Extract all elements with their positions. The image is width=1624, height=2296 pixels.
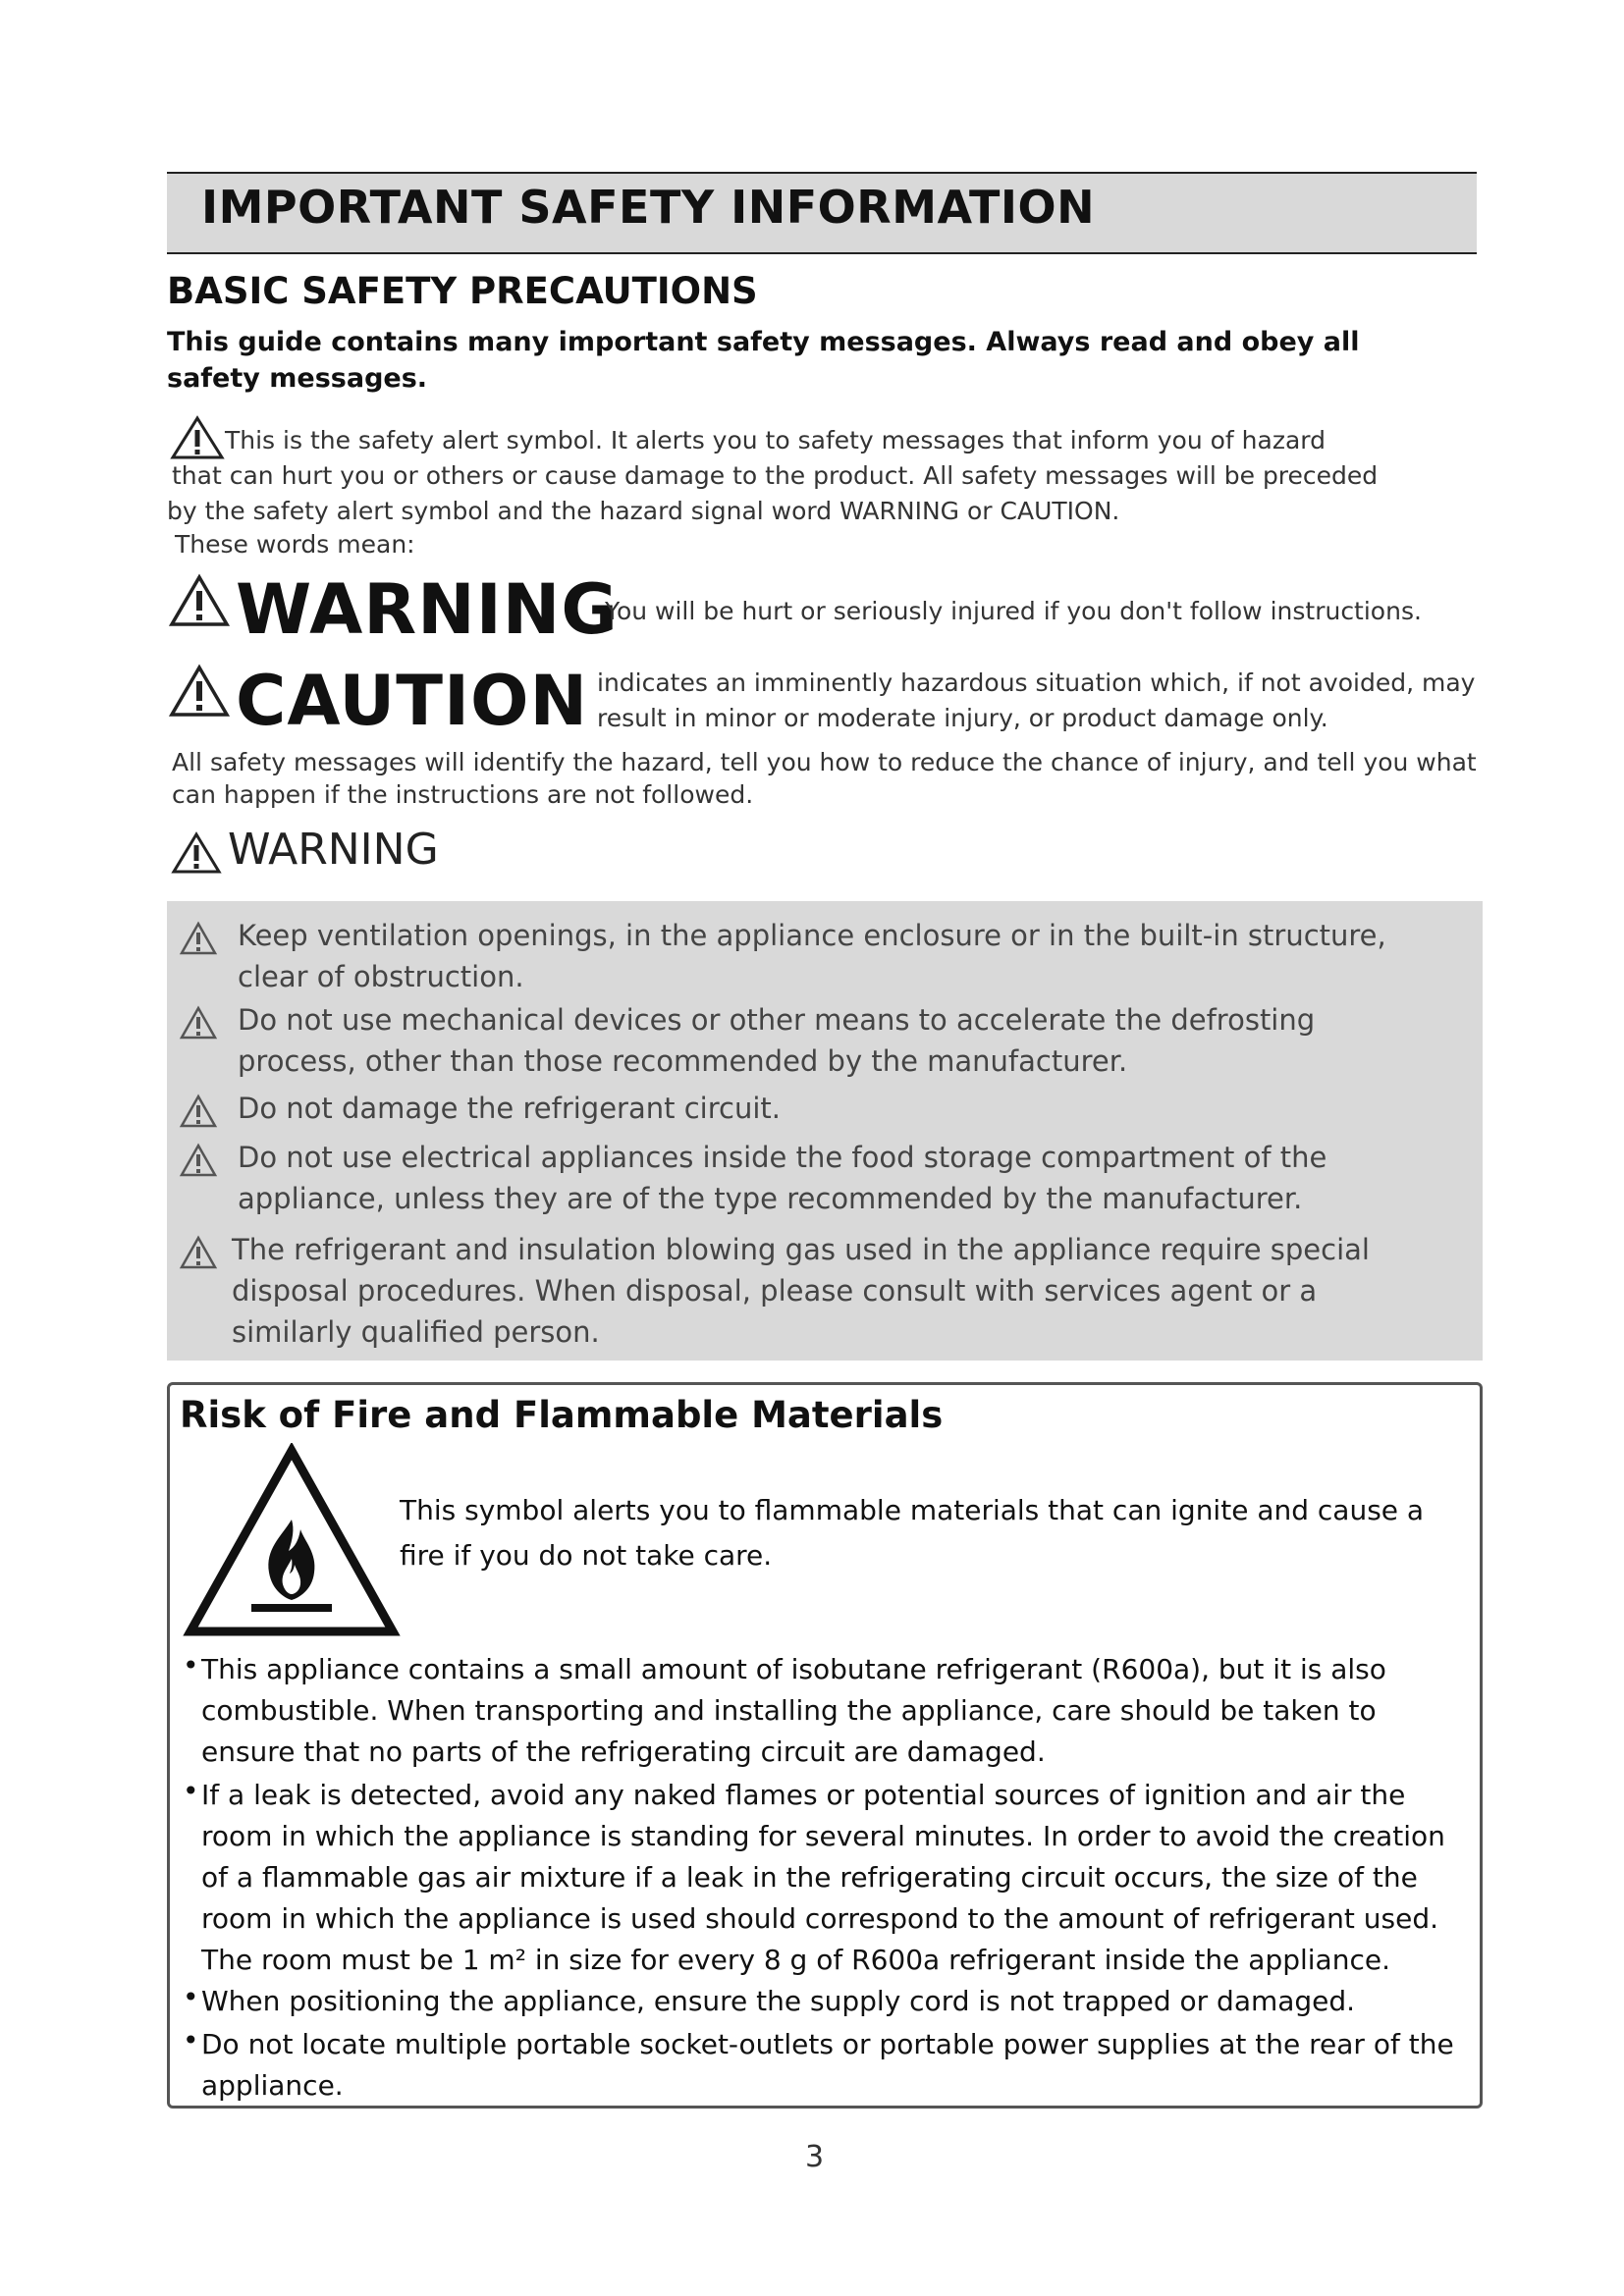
warning-heading-icon	[171, 830, 222, 876]
caution-icon	[179, 1094, 218, 1129]
fire-bullet: When positioning the appliance, ensure the supply cord is not trapped or damaged.	[201, 1985, 1356, 2017]
page-title: IMPORTANT SAFETY INFORMATION	[201, 181, 1096, 234]
bullet-mark: •	[183, 1649, 199, 1682]
alert-line-4: These words mean:	[175, 530, 415, 559]
caution-alert-icon	[169, 664, 230, 719]
fire-bullet: If a leak is detected, avoid any naked flames or potential sources of ignition and air the room in which the appliance is standing for several minutes. In order to avoid the creation of a flammable gas air mixture if a leak in the refrigerating circuit occurs, the size of the room in which the appliance is used should correspond to the amount of refrigerant used. The room must be 1 m² in size for every 8 g of R600a refrigerant inside the appliance.	[201, 1779, 1445, 1976]
caution-icon	[179, 1235, 218, 1270]
caution-description: indicates an imminently hazardous situation which, if not avoided, may result in minor or moderate injury, or product damage only.	[597, 668, 1476, 732]
warning-alert-icon	[169, 573, 230, 628]
fire-bullet: Do not locate multiple portable socket-outlets or portable power supplies at the rear of the appliance.	[201, 2028, 1454, 2102]
warning-signal-word: WARNING	[236, 569, 619, 650]
flammable-icon	[183, 1443, 401, 1639]
flammable-symbol-description: This symbol alerts you to flammable materials that can ignite and cause a fire if you do not take care.	[400, 1494, 1425, 1572]
caution-icon	[179, 1143, 218, 1178]
section-title: BASIC SAFETY PRECAUTIONS	[167, 270, 758, 312]
warning-box: Keep ventilation openings, in the appliance enclosure or in the built-in structure, clear of obstruction. Do not use mechanical devices or other means to accelerate the defrosting process, other than those recommended by the manufacturer. Do not damage the refrigerant circuit. Do not use electrical appliances inside the food storage compartment of the appliance, unless they are of the type recommended by the manufacturer. The refrigerant and insulation blowing gas used in the appliance require special disposal procedures. When disposal, please consult with services agent or a similarly qualified person.	[167, 901, 1483, 1361]
bullet-mark: •	[183, 1981, 199, 2013]
alert-line-2: that can hurt you or others or cause damage to the product. All safety messages will be preceded	[172, 461, 1379, 490]
alert-line-3: by the safety alert symbol and the hazard signal word WARNING or CAUTION.	[167, 497, 1120, 525]
page-number: 3	[805, 2140, 825, 2174]
caution-signal-word: CAUTION	[236, 661, 589, 741]
fire-paragraph: This appliance contains a small amount of isobutane refrigerant (R600a), but it is also combustible. When transporting and installing the appliance, care should be taken to ensure that no parts of the refrigerating circuit are damaged.	[201, 1653, 1386, 1768]
fire-risk-title: Risk of Fire and Flammable Materials	[180, 1394, 944, 1436]
warning-description: You will be hurt or seriously injured if you don't follow instructions.	[605, 597, 1422, 625]
caution-icon	[179, 921, 218, 956]
safety-alert-icon	[170, 414, 225, 461]
intro-text: This guide contains many important safety messages. Always read and obey all safety messages.	[167, 327, 1360, 394]
caution-icon	[179, 1005, 218, 1041]
alert-line-1: This is the safety alert symbol. It alerts you to safety messages that inform you of hazard	[225, 426, 1326, 454]
warning-heading: WARNING	[228, 825, 439, 875]
all-messages-text: All safety messages will identify the hazard, tell you how to reduce the chance of injury, and tell you what can happen if the instructions are not followed.	[172, 748, 1477, 809]
bullet-mark: •	[183, 2024, 199, 2056]
bullet-mark: •	[183, 1775, 199, 1807]
